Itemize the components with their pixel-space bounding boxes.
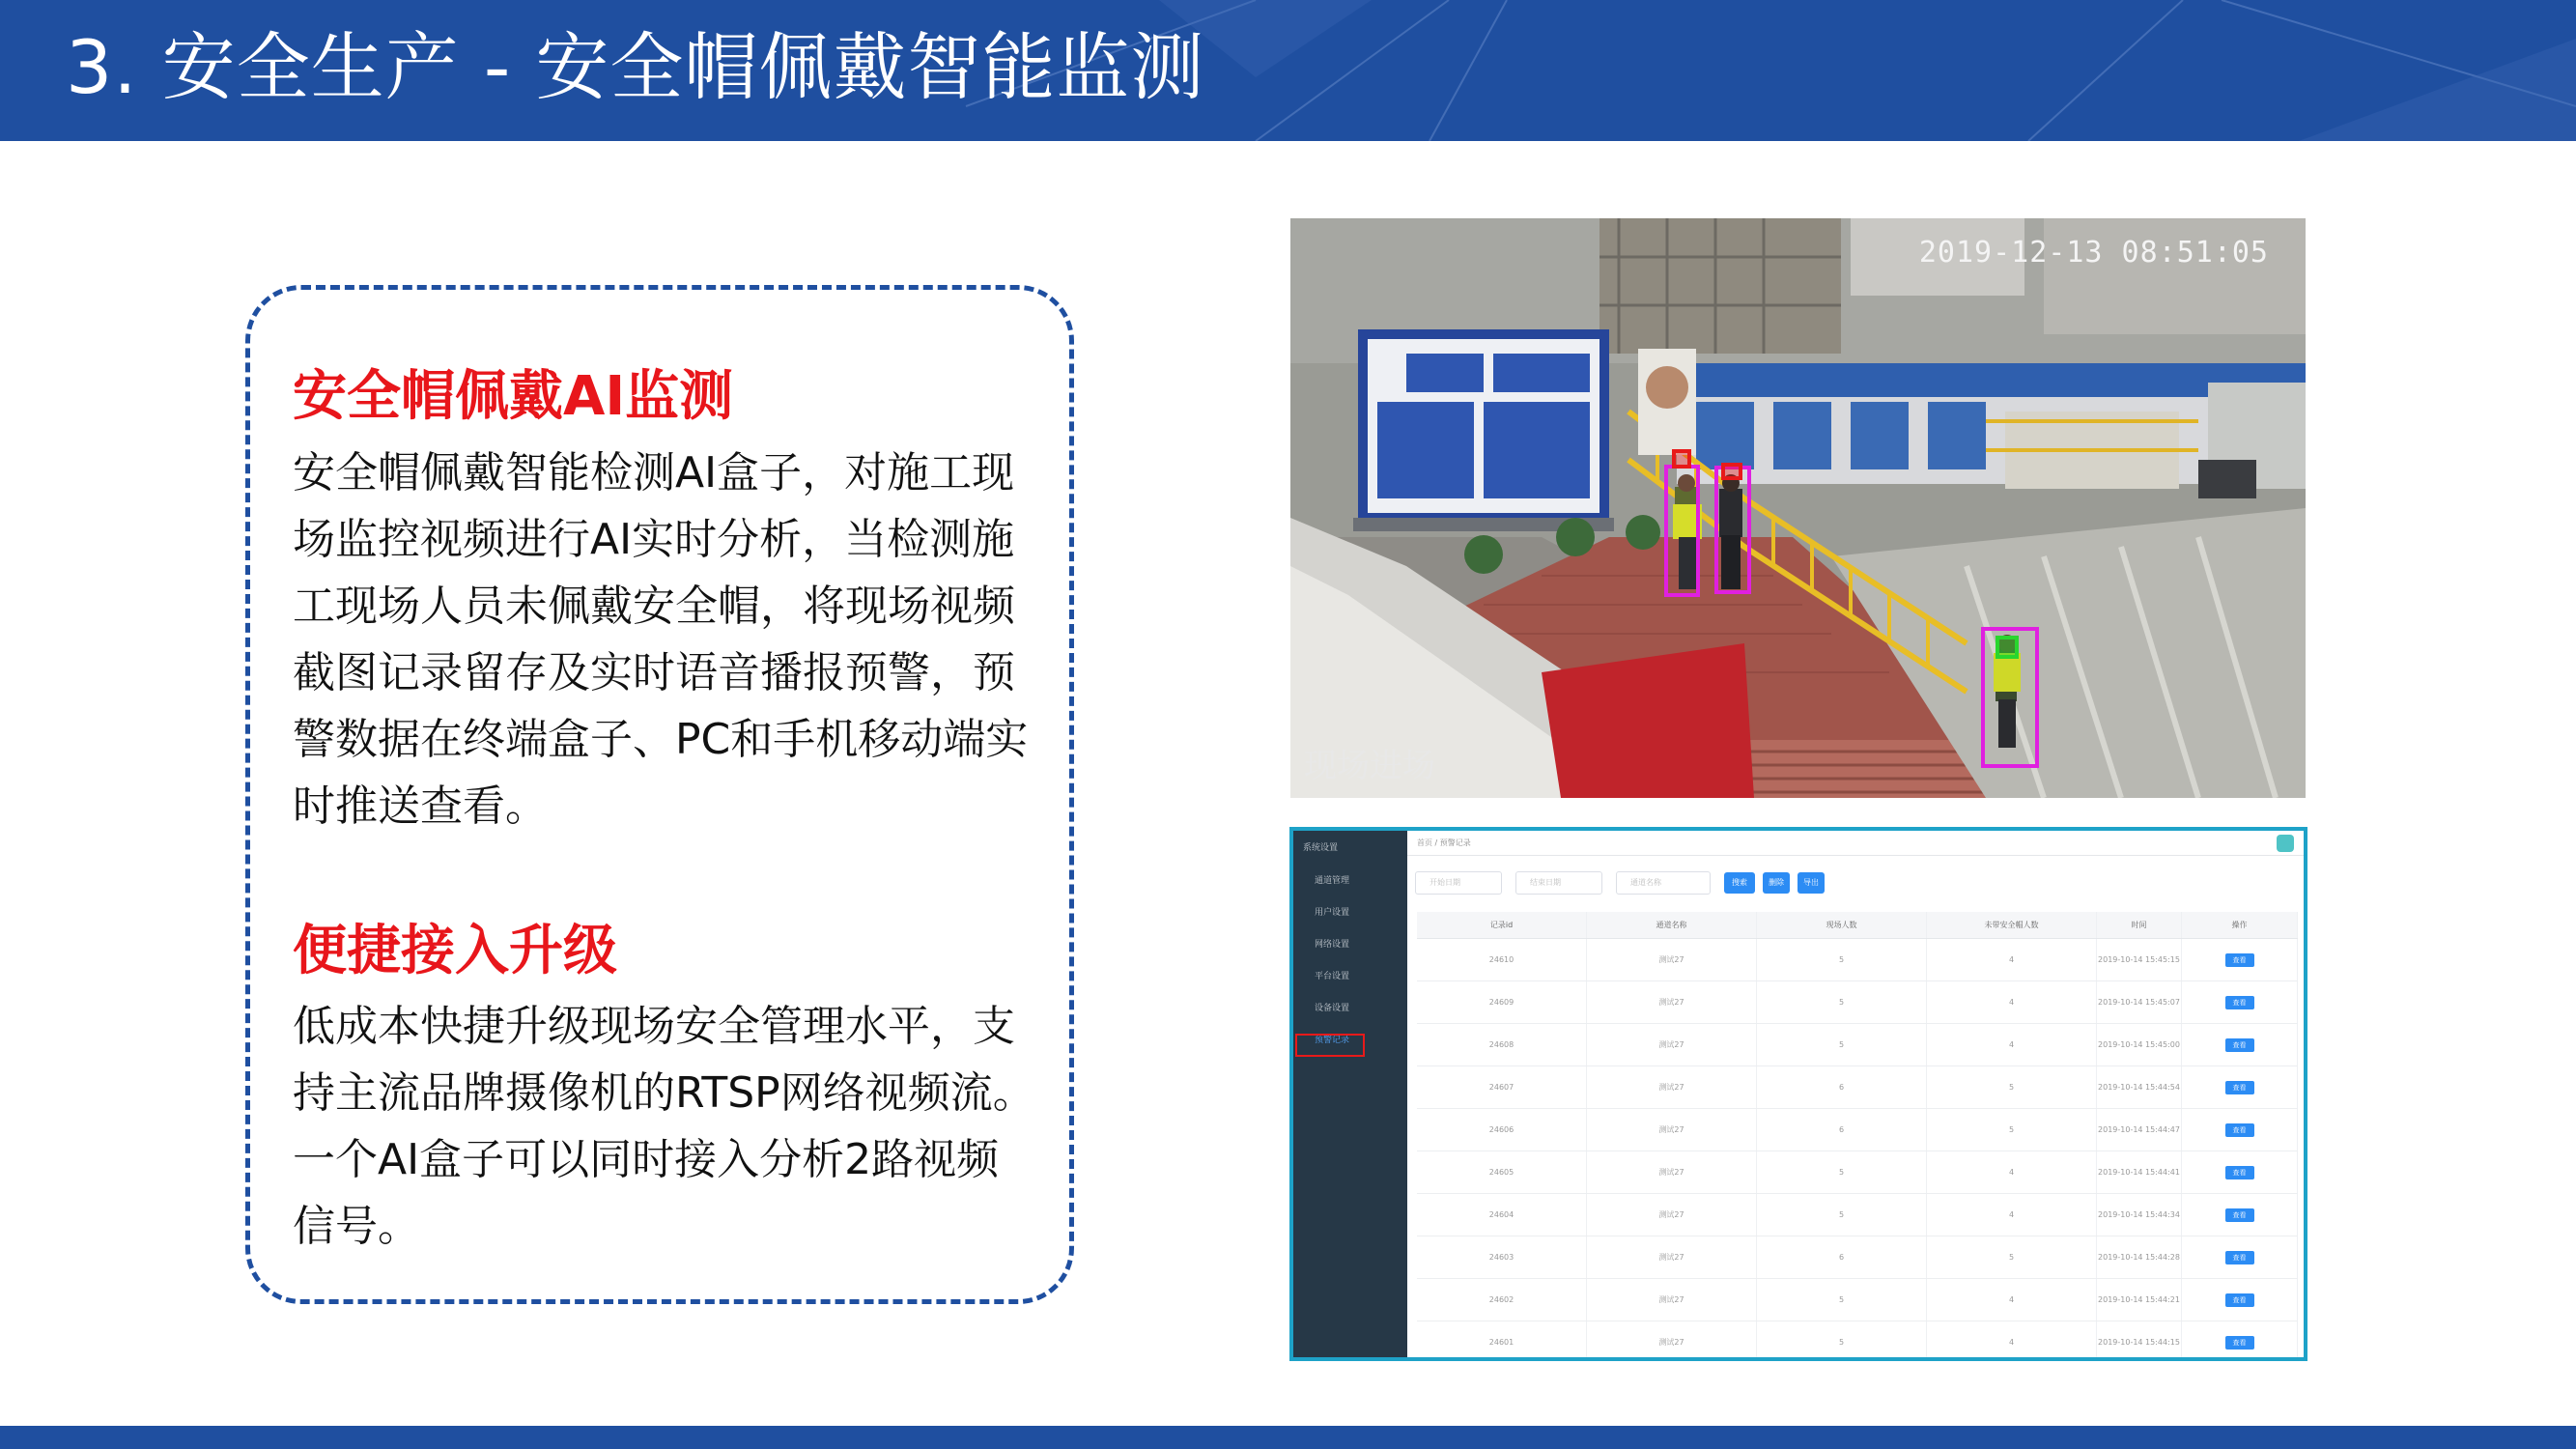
table-row bbox=[1417, 1151, 2298, 1194]
view-button[interactable]: 查看 bbox=[2225, 1166, 2254, 1179]
view-button[interactable]: 查看 bbox=[2225, 953, 2254, 967]
view-button[interactable]: 查看 bbox=[2225, 1208, 2254, 1222]
table-cell: 5 bbox=[1757, 1194, 1927, 1236]
table-cell: 6 bbox=[1757, 1236, 1927, 1278]
section-heading-ai-monitoring: 安全帽佩戴AI监测 bbox=[293, 365, 734, 428]
table-cell: 5 bbox=[1757, 1321, 1927, 1361]
table-cell: 4 bbox=[1927, 1151, 2097, 1193]
delete-button[interactable]: 删除 bbox=[1763, 872, 1790, 894]
table-cell: 24610 bbox=[1417, 939, 1587, 980]
alert-records-screenshot bbox=[1289, 827, 2307, 1361]
table-cell: 4 bbox=[1927, 939, 2097, 980]
table-cell: 测试27 bbox=[1587, 939, 1757, 980]
view-cell bbox=[2182, 1194, 2298, 1236]
page-title: 3. 安全生产 - 安全帽佩戴智能监测 bbox=[66, 24, 1205, 110]
table-cell: 24608 bbox=[1417, 1024, 1587, 1065]
table-cell: 2019-10-14 15:44:47 bbox=[2097, 1109, 2182, 1151]
table-cell: 5 bbox=[1927, 1066, 2097, 1108]
view-button[interactable]: 查看 bbox=[2225, 1336, 2254, 1350]
table-cell: 2019-10-14 15:44:15 bbox=[2097, 1321, 2182, 1361]
table-cell: 5 bbox=[1757, 939, 1927, 980]
table-cell: 测试27 bbox=[1587, 1024, 1757, 1065]
table-row bbox=[1417, 1279, 2298, 1321]
table-cell: 6 bbox=[1757, 1109, 1927, 1151]
table-cell: 测试27 bbox=[1587, 1194, 1757, 1236]
view-button[interactable]: 查看 bbox=[2225, 1293, 2254, 1307]
table-row bbox=[1417, 1321, 2298, 1361]
view-button[interactable]: 查看 bbox=[2225, 1038, 2254, 1052]
view-cell bbox=[2182, 1109, 2298, 1151]
sidebar-item-platform[interactable]: 平台设置 bbox=[1315, 972, 1350, 981]
table-cell: 测试27 bbox=[1587, 1279, 1757, 1321]
table-cell: 4 bbox=[1927, 1321, 2097, 1361]
table-row bbox=[1417, 1024, 2298, 1066]
view-cell bbox=[2182, 1151, 2298, 1193]
table-cell: 4 bbox=[1927, 1024, 2097, 1065]
title-bar bbox=[0, 0, 2576, 141]
table-cell: 24602 bbox=[1417, 1279, 1587, 1321]
view-button[interactable]: 查看 bbox=[2225, 1251, 2254, 1264]
table-cell: 测试27 bbox=[1587, 1109, 1757, 1151]
table-cell: 24601 bbox=[1417, 1321, 1587, 1361]
table-cell: 2019-10-14 15:44:21 bbox=[2097, 1279, 2182, 1321]
table-cell: 24607 bbox=[1417, 1066, 1587, 1108]
table-row bbox=[1417, 1066, 2298, 1109]
export-button[interactable]: 导出 bbox=[1798, 872, 1825, 894]
table-cell: 2019-10-14 15:44:34 bbox=[2097, 1194, 2182, 1236]
sidebar-item-system-settings[interactable]: 系统设置 bbox=[1303, 843, 1339, 853]
table-cell: 2019-10-14 15:45:07 bbox=[2097, 981, 2182, 1023]
table-cell: 24604 bbox=[1417, 1194, 1587, 1236]
search-button[interactable]: 搜索 bbox=[1724, 872, 1755, 894]
table-cell: 5 bbox=[1927, 1109, 2097, 1151]
column-header: 通道名称 bbox=[1587, 912, 1757, 938]
avatar[interactable] bbox=[2277, 835, 2294, 852]
table-cell: 6 bbox=[1757, 1066, 1927, 1108]
table-row bbox=[1417, 1109, 2298, 1151]
feature-card bbox=[245, 285, 1074, 1304]
section-body-easy-upgrade: 低成本快捷升级现场安全管理水平，支持主流品牌摄像机的RTSP网络视频流。一个AI盒子可以同时接入分析2路视频信号。 bbox=[293, 1002, 1035, 1251]
start-date-input[interactable]: 开始日期 bbox=[1415, 871, 1502, 895]
table-row bbox=[1417, 1236, 2298, 1279]
table-cell: 5 bbox=[1757, 1024, 1927, 1065]
column-header: 操作 bbox=[2182, 912, 2298, 938]
highlight-frame bbox=[1295, 1034, 1365, 1057]
admin-sidebar bbox=[1293, 831, 1407, 1357]
view-button[interactable]: 查看 bbox=[2225, 1081, 2254, 1094]
column-header: 现场人数 bbox=[1757, 912, 1927, 938]
table-cell: 测试27 bbox=[1587, 981, 1757, 1023]
camera-snapshot bbox=[1290, 218, 2306, 798]
table-cell: 测试27 bbox=[1587, 1066, 1757, 1108]
footer-bar bbox=[0, 1426, 2576, 1449]
breadcrumb: 首页 / 预警记录 bbox=[1417, 838, 1471, 847]
table-row bbox=[1417, 981, 2298, 1024]
view-cell bbox=[2182, 1236, 2298, 1278]
table-cell: 24603 bbox=[1417, 1236, 1587, 1278]
channel-select[interactable]: 通道名称 bbox=[1616, 871, 1711, 895]
view-cell bbox=[2182, 1024, 2298, 1065]
end-date-input[interactable]: 结束日期 bbox=[1515, 871, 1602, 895]
sidebar-item-network[interactable]: 网络设置 bbox=[1315, 940, 1350, 950]
view-button[interactable]: 查看 bbox=[2225, 996, 2254, 1009]
records-table bbox=[1417, 912, 2298, 1361]
table-cell: 24605 bbox=[1417, 1151, 1587, 1193]
table-cell: 5 bbox=[1757, 1279, 1927, 1321]
sidebar-item-users[interactable]: 用户设置 bbox=[1315, 908, 1350, 918]
camera-timestamp: 2019-12-13 08:51:05 bbox=[1918, 236, 2269, 270]
table-cell: 5 bbox=[1757, 1151, 1927, 1193]
column-header: 未带安全帽人数 bbox=[1927, 912, 2097, 938]
table-cell: 24609 bbox=[1417, 981, 1587, 1023]
table-cell: 测试27 bbox=[1587, 1236, 1757, 1278]
table-cell: 4 bbox=[1927, 1194, 2097, 1236]
view-cell bbox=[2182, 939, 2298, 980]
view-cell bbox=[2182, 1321, 2298, 1361]
table-cell: 24606 bbox=[1417, 1109, 1587, 1151]
table-cell: 2019-10-14 15:44:41 bbox=[2097, 1151, 2182, 1193]
filter-bar bbox=[1415, 871, 2304, 895]
section-body-ai-monitoring: 安全帽佩戴智能检测AI盒子，对施工现场监控视频进行AI实时分析，当检测施工现场人员未佩戴安全帽，将现场视频截图记录留存及实时语音播报预警，预警数据在终端盒子、PC和手机移动端实时推送查看。 bbox=[293, 448, 1029, 831]
table-cell: 5 bbox=[1757, 981, 1927, 1023]
table-cell: 2019-10-14 15:44:54 bbox=[2097, 1066, 2182, 1108]
table-cell: 2019-10-14 15:44:28 bbox=[2097, 1236, 2182, 1278]
view-button[interactable]: 查看 bbox=[2225, 1123, 2254, 1137]
view-cell bbox=[2182, 1066, 2298, 1108]
table-cell: 2019-10-14 15:45:00 bbox=[2097, 1024, 2182, 1065]
section-heading-easy-upgrade: 便捷接入升级 bbox=[293, 920, 617, 982]
view-cell bbox=[2182, 1279, 2298, 1321]
column-header: 记录id bbox=[1417, 912, 1587, 938]
table-cell: 5 bbox=[1927, 1236, 2097, 1278]
camera-watermark: 现场进场 bbox=[1304, 747, 1435, 785]
table-cell: 4 bbox=[1927, 981, 2097, 1023]
sidebar-item-alert-records[interactable]: 预警记录 bbox=[1315, 1036, 1350, 1045]
table-cell: 测试27 bbox=[1587, 1151, 1757, 1193]
view-cell bbox=[2182, 981, 2298, 1023]
sidebar-item-device[interactable]: 设备设置 bbox=[1315, 1004, 1350, 1013]
sidebar-item-channels[interactable]: 通道管理 bbox=[1315, 876, 1350, 886]
table-cell: 测试27 bbox=[1587, 1321, 1757, 1361]
admin-topbar bbox=[1407, 831, 2304, 856]
column-header: 时间 bbox=[2097, 912, 2182, 938]
construction-site-illustration bbox=[1290, 218, 2306, 798]
table-cell: 2019-10-14 15:45:15 bbox=[2097, 939, 2182, 980]
table-cell: 4 bbox=[1927, 1279, 2097, 1321]
table-header-row bbox=[1417, 912, 2298, 939]
table-row bbox=[1417, 1194, 2298, 1236]
table-row bbox=[1417, 939, 2298, 981]
